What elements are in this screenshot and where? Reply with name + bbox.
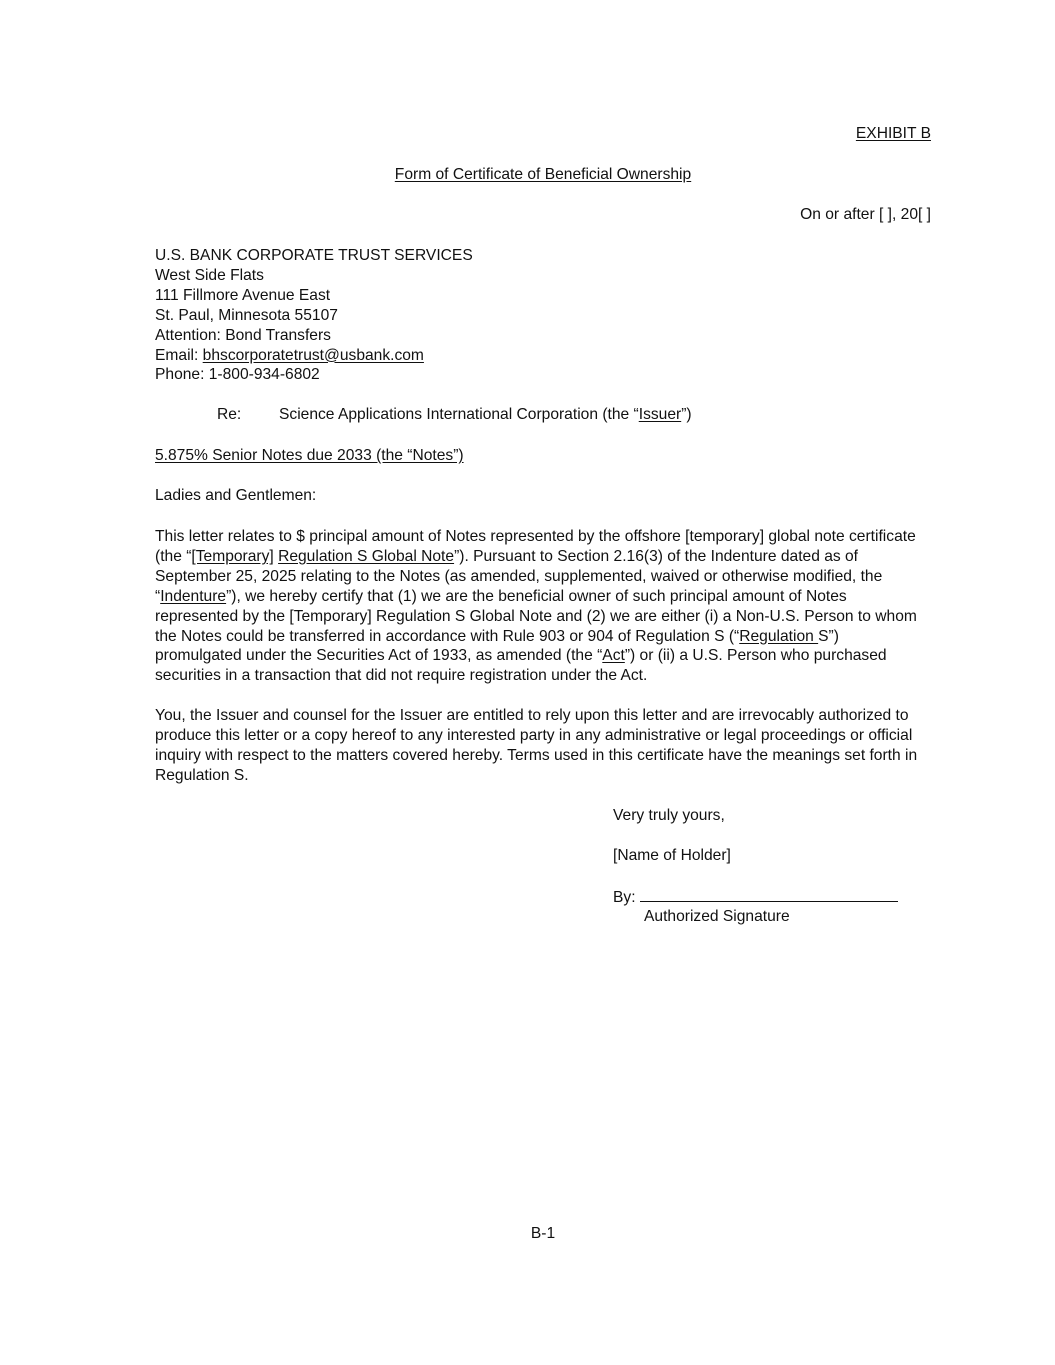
document-title: Form of Certificate of Beneficial Ownership (394, 166, 692, 183)
phone-line: Phone: 1-800-934-6802 (155, 366, 320, 384)
address-line-2: West Side Flats (155, 266, 264, 284)
signature-line: By: (613, 887, 931, 908)
notes-line: 5.875% Senior Notes due 2033 (the “Notes”) (155, 447, 464, 464)
address-line-4: St. Paul, Minnesota 55107 (155, 306, 338, 324)
address-line-1: U.S. BANK CORPORATE TRUST SERVICES (155, 247, 473, 264)
signature-rule (640, 887, 898, 902)
address-line-5: Attention: Bond Transfers (155, 326, 331, 344)
address-block (155, 246, 473, 385)
re-label: Re: (217, 406, 242, 423)
re-line: Science Applications International Corporation (the “Issuer”) (279, 406, 692, 423)
salutation: Ladies and Gentlemen: (155, 487, 317, 504)
signature-caption: Authorized Signature (644, 908, 790, 925)
page-number: B-1 (530, 1225, 556, 1242)
paragraph-1: This letter relates to $ principal amount of Notes represented by the offshore [temporary] global note certificate (the “[Temporary] Regulation S Global Note”). Pursuant to Section 2.16(3) of the Indenture dated as of September 25, 2025 relating to the Notes (as amended, supplemented, waived or otherwise modified, the “Indenture”), we hereby certify that (1) we are the beneficial owner of such principal amount of Notes represented by the [Temporary] Regulation S Global Note and (2) we are either (i) a Non-U.S. Person to whom the Notes could be transferred in accordance with Rule 903 or 904 of Regulation S (“Regulation S”) promulgated under the Securities Act of 1933, as amended (the “Act”) or (ii) a U.S. Person who purchased securities in a transaction that did not require registration under the Act. (155, 528, 917, 685)
holder-name: [Name of Holder] (613, 847, 731, 864)
date-line: On or after [ ], 20[ ] (800, 206, 931, 223)
paragraph-2: You, the Issuer and counsel for the Issuer are entitled to rely upon this letter and are irrevocably authorized to produce this letter or a copy hereof to any interested party in any administrative or legal proceedings or official inquiry with respect to the matters covered hereby. Terms used in this certificate have the meanings set forth in Regulation S. (155, 707, 918, 784)
valediction: Very truly yours, (613, 807, 725, 824)
email-line: Email: bhscorporatetrust@usbank.com (155, 346, 424, 364)
exhibit-heading: EXHIBIT B (855, 125, 931, 142)
address-line-3: 111 Fillmore Avenue East (155, 286, 331, 304)
email-link[interactable]: bhscorporatetrust@usbank.com (202, 346, 424, 364)
